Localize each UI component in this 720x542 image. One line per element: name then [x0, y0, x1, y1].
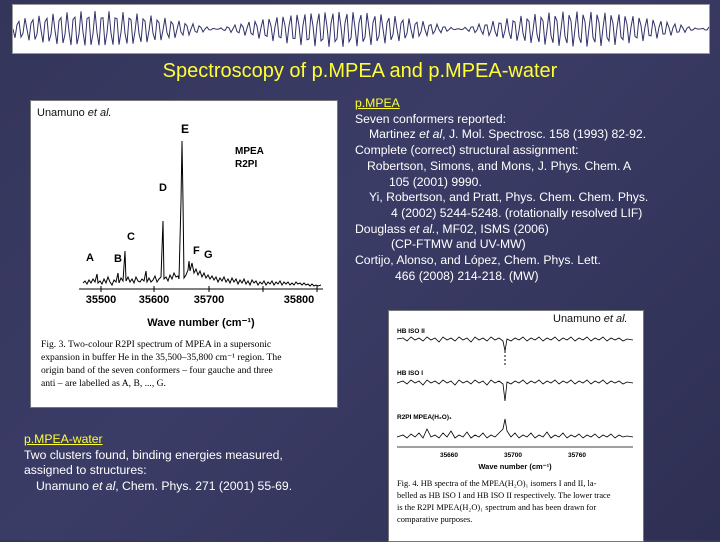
- trace-iso-i: [397, 380, 633, 401]
- ref-line: Robertson, Simons, and Mons, J. Phys. Chem. A: [367, 158, 632, 173]
- x-tick-label: 35700: [503, 452, 523, 459]
- caption-line: comparative purposes.: [397, 515, 473, 524]
- trace-r2pi: [397, 419, 633, 438]
- peak-label-e: E: [181, 122, 190, 136]
- credit-etal: et al.: [603, 313, 628, 325]
- header-banner: [12, 4, 710, 54]
- x-tick-label: 35700: [193, 294, 225, 306]
- peak-label-d: D: [159, 182, 167, 194]
- mpea-water-heading-link[interactable]: p.MPEA-water: [24, 432, 103, 446]
- ref-line: Martinez et al, J. Mol. Spectrosc. 158 (1993) 82-92.: [369, 127, 647, 142]
- ref-line: Complete (correct) structural assignment:: [355, 143, 579, 158]
- credit-name: Unamuno: [37, 107, 85, 119]
- x-tick-label: 35660: [439, 452, 459, 459]
- caption-line: is the R2PI MPEA(H₂O)₁ spectrum and has been drawn for: [397, 503, 597, 512]
- hb-spectra-plot: [389, 311, 643, 541]
- hb-spectra-figure: [388, 310, 644, 542]
- peak-label-b: B: [114, 253, 122, 265]
- peak-label-a: A: [86, 252, 94, 264]
- trace-label-iso-ii: HB ISO II: [397, 328, 425, 335]
- peak-label-g: G: [204, 249, 213, 261]
- credit-etal: et al.: [87, 107, 112, 119]
- peak-label-f: F: [193, 245, 200, 257]
- ref-line: Yi, Robertson, and Pratt, Phys. Chem. Chem. Phys.: [369, 190, 649, 205]
- x-axis-label: Wave number (cm⁻¹): [478, 462, 552, 471]
- legend-r2pi: R2PI: [235, 159, 258, 170]
- x-tick-label: 35500: [85, 294, 117, 306]
- ref-line: Douglass et al., MF02, ISMS (2006): [355, 221, 549, 236]
- ref-line: assigned to structures:: [24, 463, 147, 478]
- ref-line: 4 (2002) 5244-5248. (rotationally resolved LIF): [391, 205, 643, 220]
- peak-label-c: C: [127, 231, 135, 243]
- caption-line: Fig. 3. Two-colour R2PI spectrum of MPEA in a supersonic: [41, 339, 272, 350]
- x-tick-label: 35760: [567, 452, 587, 459]
- caption-line: origin band of the seven conformers – four gauche and three: [41, 365, 273, 376]
- ref-line: Unamuno et al, Chem. Phys. 271 (2001) 55-69.: [36, 479, 293, 494]
- ref-line: 105 (2001) 9990.: [389, 174, 482, 189]
- caption-line: expansion in buffer He in the 35,500–35,800 cm⁻¹ region. The: [41, 352, 282, 363]
- x-axis-label: Wave number (cm⁻¹): [147, 317, 255, 329]
- ref-line: Seven conformers reported:: [355, 111, 507, 126]
- caption-line: anti – are labelled as A, B, ..., G.: [41, 378, 166, 389]
- trace-label-r2pi: R2PI MPEA(H₂O)₁: [397, 414, 452, 421]
- ref-line: (CP-FTMW and UV-MW): [391, 237, 526, 252]
- mpea-heading-link[interactable]: p.MPEA: [355, 96, 400, 110]
- ref-line: Cortijo, Alonso, and López, Chem. Phys. Lett.: [355, 253, 601, 268]
- slide-title: Spectroscopy of p.MPEA and p.MPEA-water: [162, 60, 558, 82]
- mpea-references: [355, 96, 715, 284]
- x-tick-label: 35600: [138, 294, 170, 306]
- ref-line: 466 (2008) 214-218. (MW): [395, 268, 539, 283]
- r2pi-spectrum-figure: [30, 100, 338, 408]
- banner-waveform: [13, 5, 709, 53]
- x-tick-label: 35800: [283, 294, 315, 306]
- legend-mpea: MPEA: [235, 146, 264, 157]
- caption-line: Fig. 4. HB spectra of the MPEA(H₂O)₁ isomers I and II, la-: [397, 479, 597, 488]
- r2pi-spectrum-plot: [31, 101, 337, 407]
- caption-line: belled as HB ISO I and HB ISO II respectively. The lower trace: [397, 491, 611, 500]
- credit-name: Unamuno: [553, 313, 601, 325]
- ref-line: Two clusters found, binding energies measured,: [24, 447, 283, 462]
- banner-wave: [13, 11, 709, 47]
- trace-label-iso-i: HB ISO I: [397, 370, 424, 377]
- mpea-water-references: [24, 432, 364, 495]
- trace-iso-ii: [397, 337, 633, 351]
